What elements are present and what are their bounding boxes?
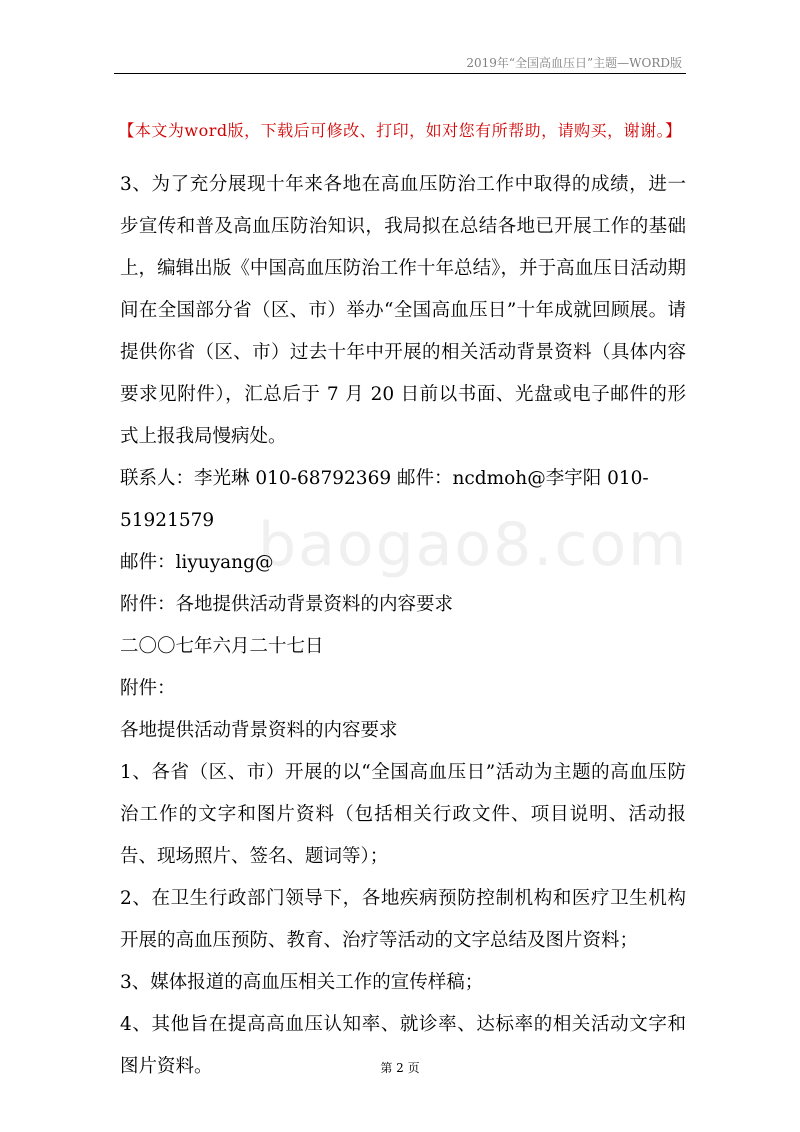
document-date: 二〇〇七年六月二十七日 <box>120 636 324 657</box>
attachment-label: 附件： <box>120 678 176 699</box>
contact-line: 联系人：李光琳 010-68792369 邮件：ncdmoh@李宇阳 010-51921579 <box>120 468 649 531</box>
paragraph-3: 3、为了充分展现十年来各地在高血压防治工作中取得的成绩，进一步宣传和普及高血压防治知识，我局拟在总结各地已开展工作的基础上，编辑出版《中国高血压防治工作十年总结》，并于高血压日活动期间在全国部分省（区、市）举办“全国高血压日”十年成就回顾展。请提供你省（区、市）过去十年中开展的相关活动背景资料（具体内容要求见附件），汇总后于 7 月 20 日前以书面、光盘或电子邮件的形式上报我局慢病处。 <box>120 174 686 447</box>
list-item-2: 2、在卫生行政部门领导下，各地疾病预防控制机构和医疗卫生机构开展的高血压预防、教育、治疗等活动的文字总结及图片资料； <box>120 888 686 951</box>
email-line: 邮件：liyuyang@ <box>120 552 274 573</box>
document-body <box>120 164 686 1088</box>
list-item-4: 4、其他旨在提高高血压认知率、就诊率、达标率的相关活动文字和图片资料。 <box>120 1014 686 1077</box>
list-item-1: 1、各省（区、市）开展的以“全国高血压日”活动为主题的高血压防治工作的文字和图片资料（包括相关行政文件、项目说明、活动报告、现场照片、签名、题词等）； <box>120 762 686 867</box>
watermark: baogao8.com <box>258 510 689 580</box>
page-header-title: 2019年“全国高血压日”主题—WORD版 <box>466 56 682 70</box>
attachment-line: 附件：各地提供活动背景资料的内容要求 <box>120 594 454 615</box>
header-divider <box>114 73 686 74</box>
list-item-3: 3、媒体报道的高血压相关工作的宣传样稿； <box>120 972 484 993</box>
page-number: 第 2 页 <box>380 1061 420 1075</box>
attachment-title: 各地提供活动背景资料的内容要求 <box>120 720 398 741</box>
download-notice: 【本文为word版，下载后可修改、打印，如对您有所帮助，请购买，谢谢。】 <box>118 121 682 140</box>
